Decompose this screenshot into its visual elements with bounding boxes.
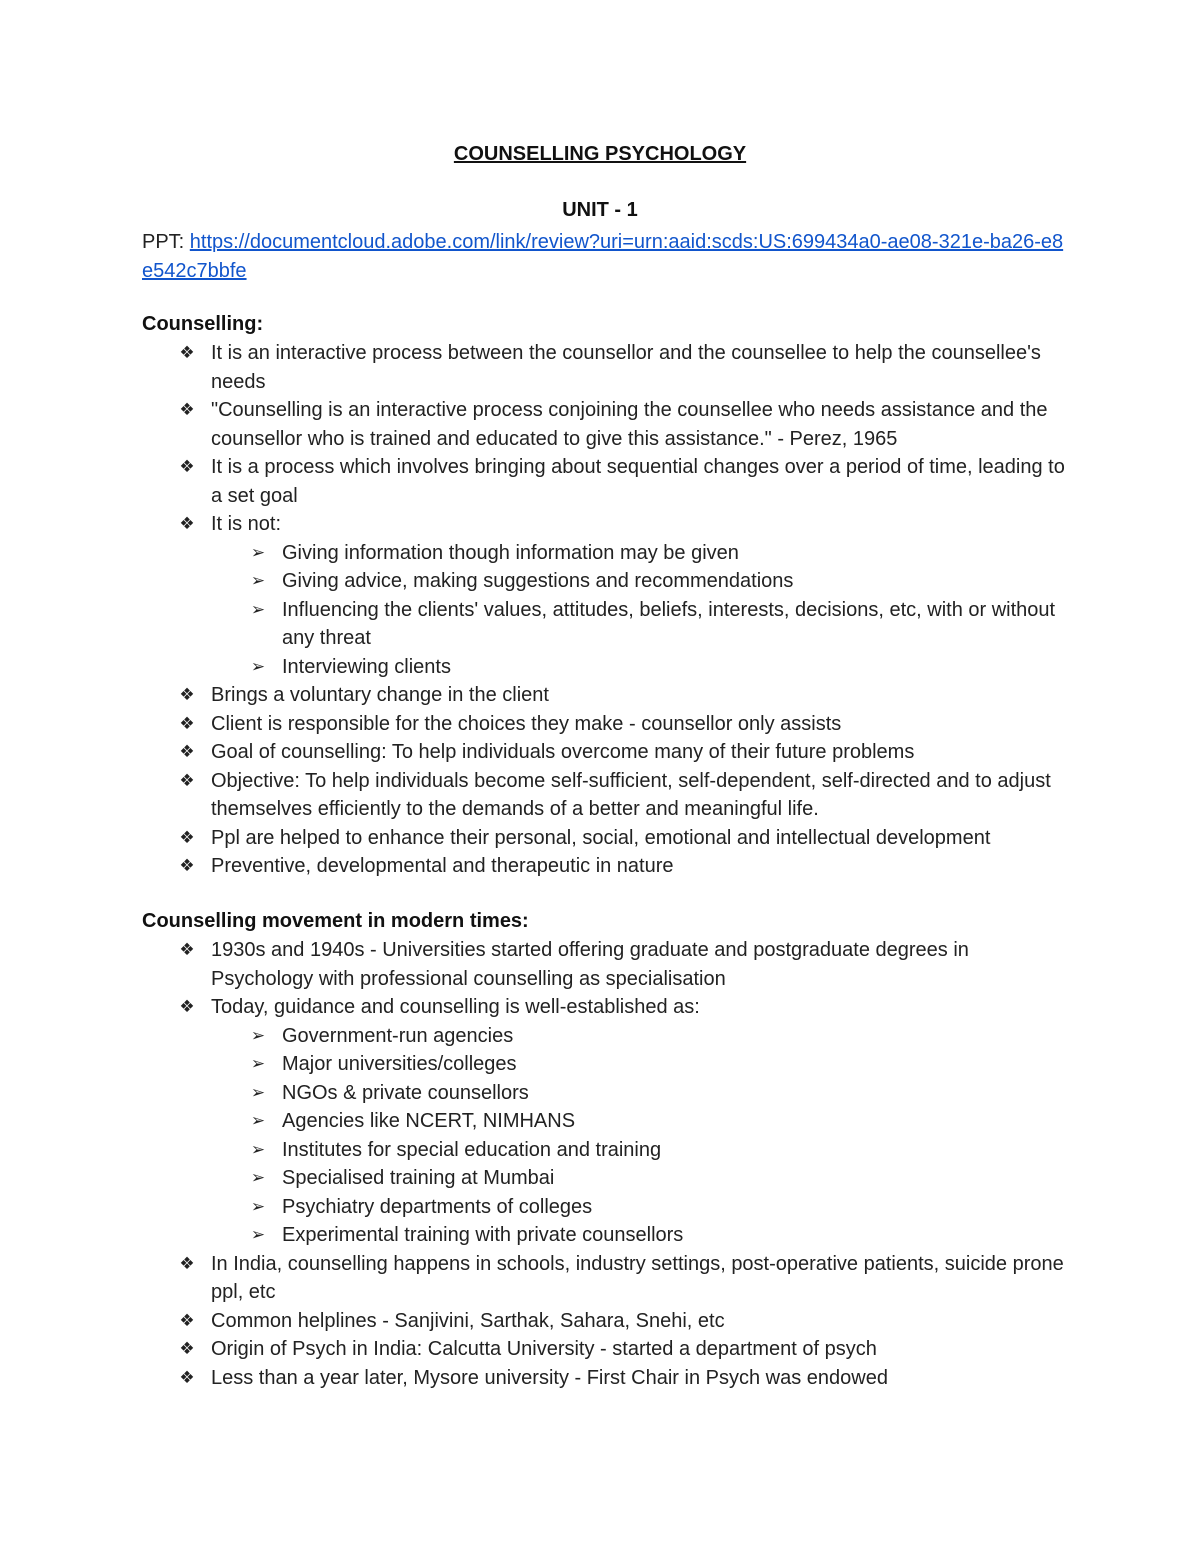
unit-heading: UNIT - 1 [562,199,638,221]
sub-list-item [142,567,1072,596]
movement-list [142,936,1072,1392]
list-item-text: NGOs & private counsellors [282,1081,529,1104]
arrow-bullet-icon: ➢ [250,1196,266,1216]
list-item [142,936,1072,993]
list-item-text: Experimental training with private counsellors [282,1224,684,1246]
diamond-bullet-icon: ❖ [179,827,195,847]
list-item [142,738,1072,767]
list-item [142,767,1072,824]
list-item [142,993,1072,1022]
list-item-text: "Counselling is an interactive process conjoining the counsellee who needs assistance and the counsellor who is trained and educated to give this assistance." - Perez, 1965 [211,399,1048,450]
sub-list-item [142,653,1072,682]
document-title: COUNSELLING PSYCHOLOGY [453,143,747,165]
list-item [142,339,1072,396]
list-item-text: It is not: [211,513,282,535]
diamond-bullet-icon: ❖ [179,742,195,761]
list-item-text: Origin of Psych in India: Calcutta University - started a department of psych [211,1338,877,1360]
list-item-text: In India, counselling happens in schools, industry settings, post-operative patients, suicide prone ppl, etc [211,1252,1064,1303]
sub-list-item [142,1022,1072,1051]
list-item [142,852,1072,881]
arrow-bullet-icon: ➢ [250,1082,266,1102]
arrow-bullet-icon: ➢ [250,1225,266,1244]
arrow-bullet-icon: ➢ [250,1168,266,1187]
ppt-line [142,228,1072,285]
list-item-text: Psychiatry departments of colleges [282,1195,593,1218]
sub-list-item [142,1164,1072,1193]
diamond-bullet-icon: ❖ [179,1310,195,1330]
sub-list-item [142,1107,1072,1136]
arrow-bullet-icon: ➢ [250,571,266,590]
diamond-bullet-icon: ❖ [179,400,195,419]
section-heading-counselling: Counselling: [142,313,264,335]
counselling-list [142,339,1072,881]
list-item-text: Influencing the clients' values, attitudes, beliefs, interests, decisions, etc, with or without any threat [282,598,1056,649]
list-item-text: 1930s and 1940s - Universities started offering graduate and postgraduate degrees in Psychology with professional counselling as specialisation [211,939,969,990]
ppt-link[interactable]: https://documentcloud.adobe.com/link/review?uri=urn:aaid:scds:US:699434a0-ae08-321e-ba26-e8e542c7bbfe [142,231,1064,282]
list-item-text: Client is responsible for the choices they make - counsellor only assists [211,712,842,735]
diamond-bullet-icon: ❖ [179,940,195,959]
list-item [142,824,1072,853]
sub-list-item [142,1221,1072,1250]
list-item-text: Today, guidance and counselling is well-established as: [211,996,700,1018]
list-item-text: Interviewing clients [282,655,451,678]
list-item-text: Major universities/colleges [282,1053,517,1075]
arrow-bullet-icon: ➢ [250,1111,266,1130]
arrow-bullet-icon: ➢ [250,1139,266,1159]
list-item-text: Agencies like NCERT, NIMHANS [282,1110,576,1132]
list-item [142,396,1072,453]
list-item [142,710,1072,739]
diamond-bullet-icon: ❖ [179,997,195,1016]
list-item-text: Less than a year later, Mysore university - First Chair in Psych was endowed [211,1366,888,1389]
list-item-text: Objective: To help individuals become self-sufficient, self-dependent, self-directed and to adjust themselves efficiently to the demands of a better and meaningful life. [211,769,1051,820]
list-item-text: It is a process which involves bringing about sequential changes over a period of time, leading to a set goal [211,456,1065,507]
section-heading-movement: Counselling movement in modern times: [142,910,529,932]
sub-list-item [142,539,1072,568]
diamond-bullet-icon: ❖ [179,685,195,704]
arrow-bullet-icon: ➢ [250,542,266,562]
list-item [142,1335,1072,1364]
sub-list-item [142,1079,1072,1108]
list-item-text: Government-run agencies [282,1024,514,1047]
list-item [142,453,1072,510]
diamond-bullet-icon: ❖ [179,856,195,875]
sub-list-item [142,1136,1072,1165]
list-item-text: Common helplines - Sanjivini, Sarthak, Sahara, Snehi, etc [211,1309,725,1332]
list-item-text: Specialised training at Mumbai [282,1167,555,1189]
list-item-text: Giving information though information may be given [282,541,739,564]
sub-list-item [142,1193,1072,1222]
diamond-bullet-icon: ❖ [179,1367,195,1387]
diamond-bullet-icon: ❖ [179,343,195,362]
arrow-bullet-icon: ➢ [250,1054,266,1073]
diamond-bullet-icon: ❖ [179,770,195,790]
arrow-bullet-icon: ➢ [250,599,266,619]
list-item-text: It is an interactive process between the counsellor and the counsellee to help the counsellee's needs [211,342,1041,393]
list-item [142,681,1072,710]
sub-list-item [142,1050,1072,1079]
list-item-text: Institutes for special education and training [282,1138,662,1161]
list-item-text: Goal of counselling: To help individuals overcome many of their future problems [211,741,915,763]
list-item [142,1250,1072,1307]
list-item-text: Brings a voluntary change in the client [211,684,549,706]
list-item-text: Giving advice, making suggestions and recommendations [282,570,794,592]
diamond-bullet-icon: ❖ [179,1253,195,1273]
diamond-bullet-icon: ❖ [179,713,195,733]
sub-list-item [142,596,1072,653]
list-item-text: Ppl are helped to enhance their personal, social, emotional and intellectual development [211,826,991,849]
diamond-bullet-icon: ❖ [179,457,195,476]
list-item [142,1307,1072,1336]
ppt-label: PPT: [142,231,190,253]
list-item [142,1364,1072,1393]
diamond-bullet-icon: ❖ [179,514,195,533]
list-item [142,510,1072,539]
diamond-bullet-icon: ❖ [179,1339,195,1358]
arrow-bullet-icon: ➢ [250,656,266,676]
arrow-bullet-icon: ➢ [250,1025,266,1045]
list-item-text: Preventive, developmental and therapeutic in nature [211,855,674,877]
